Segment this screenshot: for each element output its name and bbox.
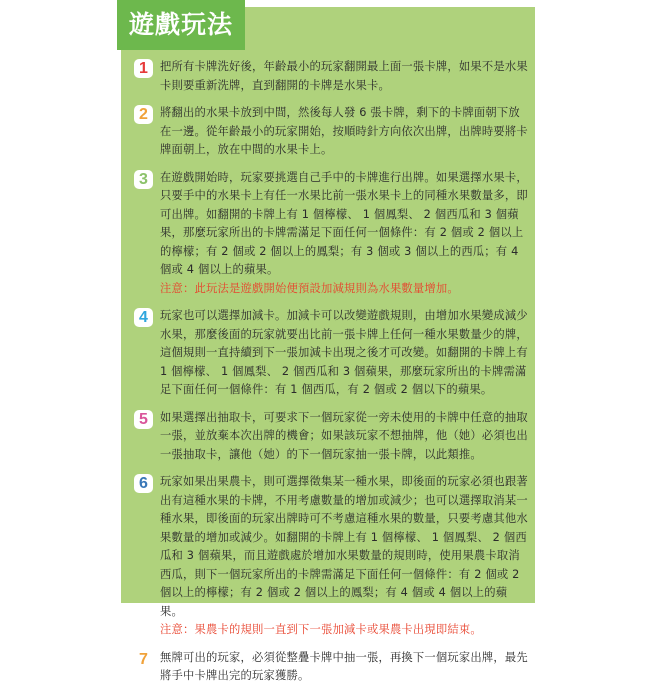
step-number-badge: 6 xyxy=(134,474,153,493)
step-text: 玩家如果出果農卡，則可選擇徵集某一種水果，即後面的玩家必須也跟著出有這種水果的卡牌，不用考慮數量的增加或減少；也可以選擇取消某一種水果，即後面的玩家出牌時可不考慮這種水果的數量，只要考慮其他水果數量的增加或減少。如翻開的卡牌上有 1 個檸檬、 1 個鳳梨、 2 個西瓜和 3 個蘋果，而且遊戲處於增加水果數量的規則時，使用果農卡取消西瓜，則下一個玩家所出的卡牌需滿足下面任何一個條件：有 2 個或 2 個以上的檸檬；有 2 個或 2 個以上的鳳梨；有 4 個或 4 個以上的蘋果。 xyxy=(160,475,528,618)
step-number-badge: 3 xyxy=(134,170,153,189)
step-3 xyxy=(134,169,528,299)
step-number-badge: 4 xyxy=(134,308,153,327)
step-1 xyxy=(134,58,528,95)
step-number-badge: 7 xyxy=(134,650,153,669)
step-number-badge: 5 xyxy=(134,410,153,429)
steps-list xyxy=(134,58,528,695)
step-note: 注意：果農卡的規則一直到下一張加減卡或果農卡出現即結束。 xyxy=(160,623,482,636)
step-text: 把所有卡牌洗好後，年齡最小的玩家翻開最上面一張卡牌，如果不是水果卡則要重新洗牌，直到翻開的卡牌是水果卡。 xyxy=(160,60,528,92)
step-4 xyxy=(134,307,528,400)
step-number-badge: 1 xyxy=(134,59,153,78)
page-title: 遊戲玩法 xyxy=(117,0,245,50)
step-text: 玩家也可以選擇加減卡。加減卡可以改變遊戲規則，由增加水果變成減少水果，那麼後面的玩家就要出比前一張卡牌上任何一種水果數量少的牌，這個規則一直持續到下一張加減卡出現之後才可改變。如翻開的卡牌上有 1 個檸檬、 1 個鳳梨、 2 個西瓜和 3 個蘋果，那麼玩家所出的卡牌需滿足下面任何一個條件：有 1 個西瓜，有 2 個或 2 個以下的蘋果。 xyxy=(160,309,528,396)
step-7 xyxy=(134,649,528,686)
step-2 xyxy=(134,104,528,160)
step-note: 注意：此玩法是遊戲開始便預設加減規則為水果數量增加。 xyxy=(160,281,459,295)
step-6 xyxy=(134,473,528,640)
step-text: 如果選擇出抽取卡，可要求下一個玩家從一旁未使用的卡牌中任意的抽取一張，並放棄本次出牌的機會；如果該玩家不想抽牌，他（她）必須也出一張抽取卡，讓他（她）的下一個玩家抽一張卡牌，以此類推。 xyxy=(160,410,528,461)
step-5 xyxy=(134,409,528,465)
step-text: 將翻出的水果卡放到中間，然後每人發 6 張卡牌，剩下的卡牌面朝下放在一邊。從年齡最小的玩家開始，按順時針方向依次出牌，出牌時要將卡牌面朝上，放在中間的水果卡上。 xyxy=(160,106,528,156)
step-number-badge: 2 xyxy=(134,105,153,124)
step-text: 在遊戲開始時，玩家要挑選自己手中的卡牌進行出牌。如果選擇水果卡，只要手中的水果卡上有任一水果比前一張水果卡上的同種水果數量多，即可出牌。如翻開的卡牌上有 1 個檸檬、 1 個鳳梨、 2 個西瓜和 3 個蘋果，那麼玩家所出的卡牌需滿足下面任何一個條件：有 2 個或 2 個以上的檸檬；有 2 個或 2 個以上的鳳梨；有 3 個或 3 個以上的西瓜；有 4 個或 4 個以上的蘋果。 xyxy=(160,170,528,276)
step-text: 無牌可出的玩家，必須從整疊卡牌中抽一張，再換下一個玩家出牌，最先將手中卡牌出完的玩家獲勝。 xyxy=(160,650,528,682)
